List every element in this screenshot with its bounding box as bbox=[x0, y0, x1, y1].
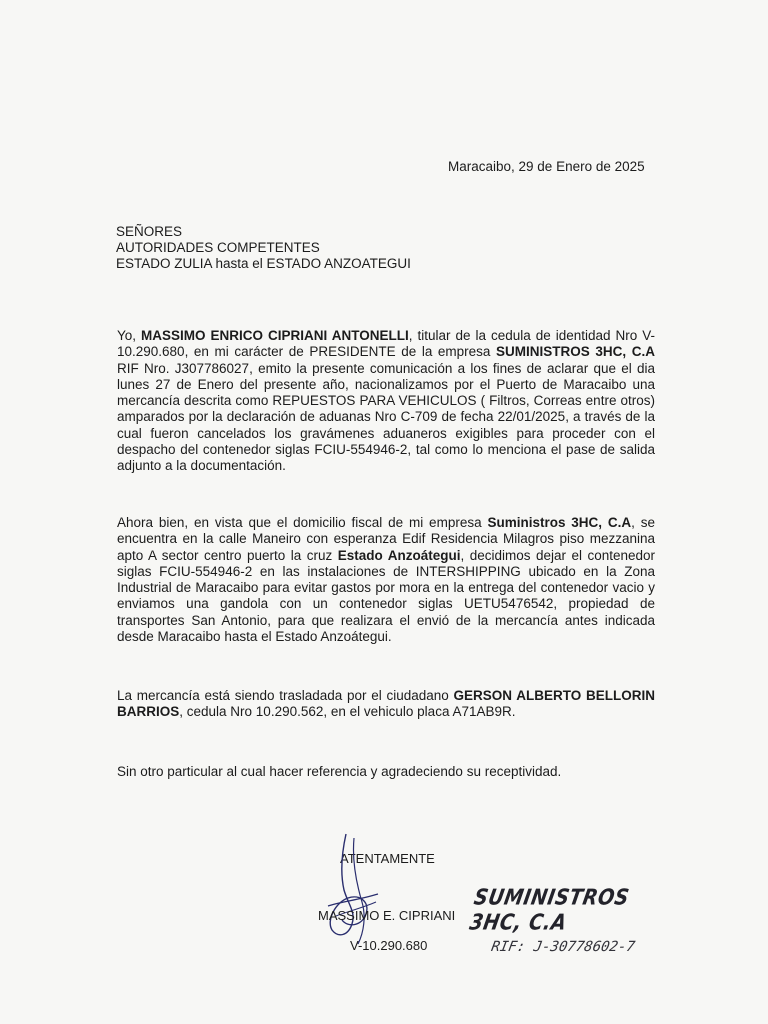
paragraph-introduction bbox=[117, 328, 655, 475]
stamp-company-name: SUMINISTROS 3HC, C.A bbox=[467, 884, 632, 936]
p2-company-name: Suministros 3HC, C.A bbox=[487, 515, 632, 530]
p1-signer-name: MASSIMO ENRICO CIPRIANI ANTONELLI bbox=[141, 328, 409, 343]
letter-date: Maracaibo, 29 de Enero de 2025 bbox=[448, 159, 645, 174]
company-stamp bbox=[464, 884, 676, 955]
p3-driver-name: GERSON ALBERTO BELLORIN BARRIOS bbox=[117, 688, 655, 720]
p1-company-name: SUMINISTROS 3HC, C.A bbox=[496, 344, 656, 360]
handwritten-signature bbox=[318, 832, 388, 947]
addressee-line-3: ESTADO ZULIA hasta el ESTADO ANZOATEGUI bbox=[116, 256, 411, 271]
paragraph-details bbox=[117, 515, 655, 645]
addressee-block bbox=[116, 224, 411, 272]
addressee-line-2: AUTORIDADES COMPETENTES bbox=[116, 240, 320, 255]
paragraph-transport bbox=[117, 688, 655, 721]
addressee-line-1: SEÑORES bbox=[116, 224, 183, 239]
signer-printed-name: MASSIMO E. CIPRIANI bbox=[318, 908, 456, 923]
p2-text-b: , se encuentra en la calle Maneiro con esperanza Edif Residencia Milagros piso mezzanina apto A sector centro puerto la cruz bbox=[117, 515, 656, 563]
p1-text-b: , titular de la cedula de identidad Nro V-10.290.680, en mi carácter de PRESIDENTE de la empresa bbox=[117, 328, 655, 360]
p2-text-a: Ahora bien, en vista que el domicilio fiscal de mi empresa bbox=[117, 515, 488, 530]
paragraph-closing: Sin otro particular al cual hacer referencia y agradeciendo su receptividad. bbox=[117, 764, 562, 779]
stamp-rif-number: RIF: J-30778602-7 bbox=[490, 939, 637, 955]
signer-id-number: V-10.290.680 bbox=[350, 938, 428, 953]
p2-text-c: , decidimos dejar el contenedor siglas FCIU-554946-2 en las instalaciones de INTERSHIPPING ubicado en la Zona Industrial de Maracaibo para evitar gastos por mora en la entrega del contenedor vacio y enviamos una gandola con un contenedor siglas UETU5476542, propiedad de transportes San Antonio, para que realizara el envió de la mercancía antes indicada desde Maracaibo hasta el Estado Anzoátegui. bbox=[117, 547, 656, 645]
p1-text-c: RIF Nro. J307786027, emito la presente comunicación a los fines de aclarar que el dia lunes 27 de Enero del presente año, nacionalizamos por el Puerto de Maracaibo una mercancía descrita como REPUESTOS PARA VEHICULOS ( Filtros, Correas entre otros) amparados por la declaración de aduanas Nro C-709 de fecha 22/01/2025, a través de la cual fueron cancelados los gravámenes aduaneros exigibles para proceder con el despacho del contenedor siglas FCIU-554946-2, tal como lo menciona el pase de salida adjunto a la documentación. bbox=[117, 360, 655, 474]
p3-text-b: , cedula Nro 10.290.562, en el vehiculo placa A71AB9R. bbox=[179, 704, 516, 720]
p1-text-a: Yo, bbox=[117, 328, 142, 343]
closing-salutation: ATENTAMENTE bbox=[340, 851, 435, 866]
p3-text-a: La mercancía está siendo trasladada por el ciudadano bbox=[117, 688, 454, 703]
p2-state-name: Estado Anzoátegui bbox=[337, 547, 461, 563]
